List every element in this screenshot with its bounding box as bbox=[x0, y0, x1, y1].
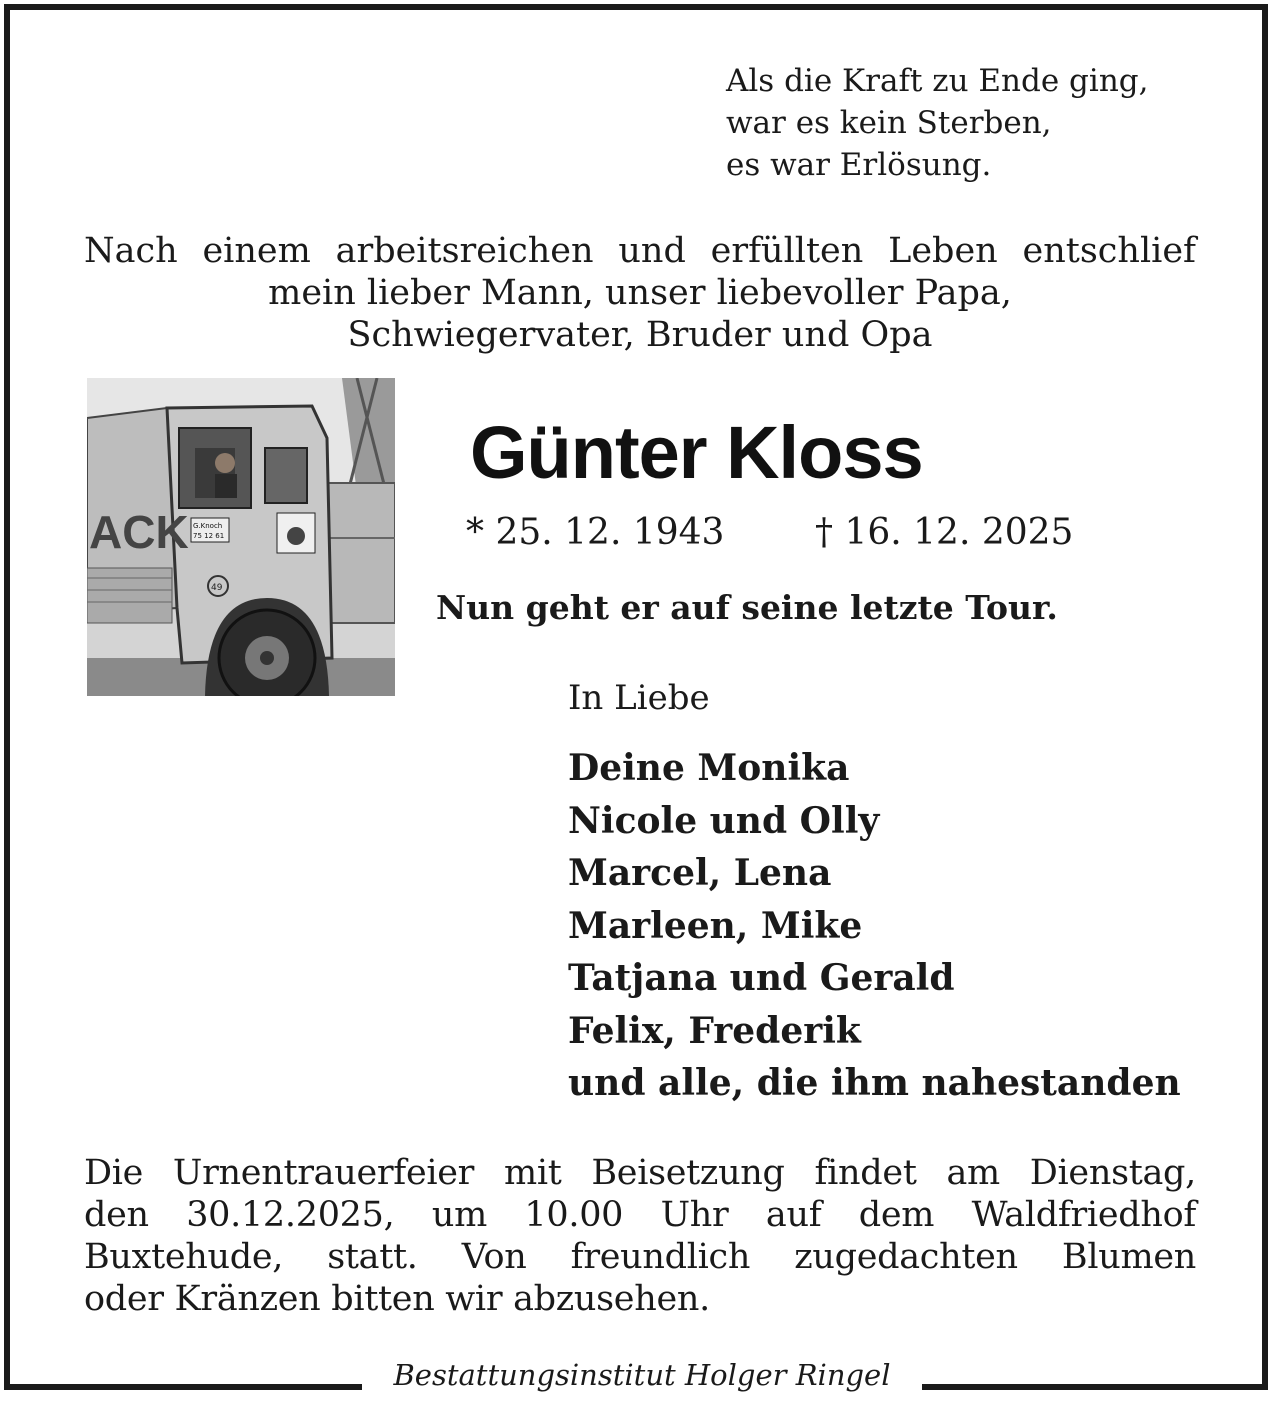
mourner-name: Nicole und Olly bbox=[568, 799, 880, 842]
mourners-list bbox=[568, 742, 1181, 1110]
mourner-name: Marleen, Mike bbox=[568, 904, 863, 947]
service-line: Die Urnentrauerfeier mit Beisetzung findet am Dienstag, bbox=[84, 1153, 1196, 1193]
intro-text bbox=[84, 230, 1196, 356]
poem-line: war es kein Sterben, bbox=[726, 105, 1052, 141]
truck-photo bbox=[87, 378, 395, 696]
truck-sign-line: G.Knoch bbox=[193, 522, 223, 530]
service-details bbox=[84, 1152, 1196, 1320]
mourner-name: Deine Monika bbox=[568, 747, 850, 789]
undertaker-signature: Bestattungsinstitut Holger Ringel bbox=[393, 1358, 891, 1392]
tagline: Nun geht er auf seine letzte Tour. bbox=[436, 588, 1058, 627]
border-bottom-right bbox=[922, 1384, 1268, 1390]
truck-number: 49 bbox=[211, 583, 223, 593]
mourner-name: Tatjana und Gerald bbox=[568, 957, 955, 999]
mourner-name: und alle, die ihm nahestanden bbox=[568, 1062, 1181, 1104]
border-bottom-left bbox=[4, 1384, 362, 1390]
intro-line: Schwiegervater, Bruder und Opa bbox=[347, 315, 933, 355]
poem-line: es war Erlösung. bbox=[726, 147, 992, 183]
mourner-name: Marcel, Lena bbox=[568, 852, 832, 894]
birth-date: * 25. 12. 1943 bbox=[466, 512, 725, 553]
intro-line: Nach einem arbeitsreichen und erfüllten Leben entschlief bbox=[84, 231, 1196, 271]
service-line: den 30.12.2025, um 10.00 Uhr auf dem Waldfriedhof bbox=[84, 1195, 1196, 1235]
truck-lettering: ACK bbox=[89, 506, 189, 558]
service-line: Buxtehude, statt. Von freundlich zugedachten Blumen bbox=[84, 1237, 1196, 1277]
service-line: oder Kränzen bitten wir abzusehen. bbox=[84, 1279, 710, 1319]
death-date: † 16. 12. 2025 bbox=[815, 512, 1074, 553]
truck-illustration bbox=[87, 378, 395, 696]
mourners-intro: In Liebe bbox=[568, 678, 710, 718]
poem bbox=[726, 60, 1148, 186]
poem-line: Als die Kraft zu Ende ging, bbox=[726, 63, 1149, 99]
intro-line: mein lieber Mann, unser liebevoller Papa, bbox=[268, 273, 1012, 313]
deceased-name: Günter Kloss bbox=[470, 411, 923, 494]
truck-sign-line: 75 12 61 bbox=[193, 532, 225, 540]
mourner-name: Felix, Frederik bbox=[568, 1009, 861, 1052]
